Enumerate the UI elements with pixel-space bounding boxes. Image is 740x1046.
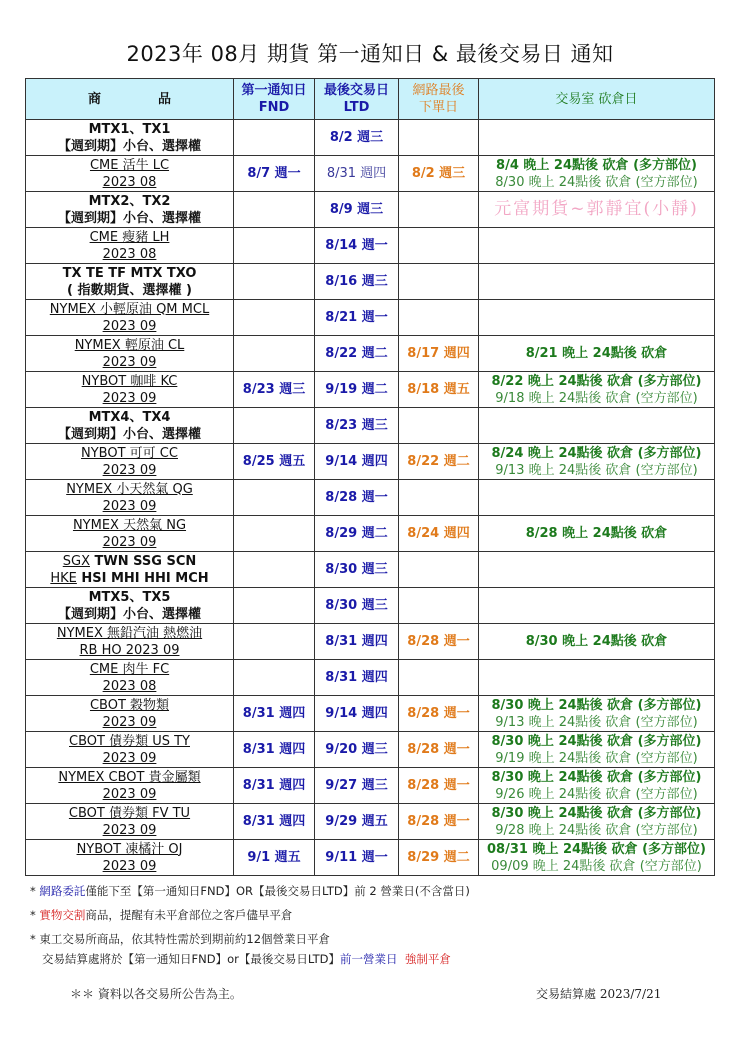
- product-name: NYMEX CBOT 貴金屬類: [58, 769, 201, 785]
- cell-fnd: 8/23 週三: [234, 372, 315, 408]
- cell-close-out: [479, 444, 715, 480]
- table-row: [26, 228, 715, 264]
- cell-close-out: [479, 624, 715, 660]
- product-detail: 2023 09: [102, 354, 157, 370]
- product-detail: 【週到期】小台、選擇權: [57, 138, 201, 154]
- note-physical-delivery-highlight: 實物交割: [39, 908, 86, 922]
- product-detail: 2023 09: [102, 390, 157, 406]
- product-detail: 2023 08: [102, 678, 157, 694]
- product-detail: 2023 09: [102, 822, 157, 838]
- note-tocom: * 東工交易所商品，依其特性需於到期前約12個營業日平倉: [30, 932, 331, 946]
- table-row: [26, 732, 715, 768]
- note-web-order-text: 僅能下至【第一通知日FND】OR【最後交易日LTD】前 2 營業日(不含當日): [85, 884, 470, 898]
- cell-fnd: [234, 516, 315, 552]
- cell-web-last-order: [399, 660, 479, 696]
- cell-ltd: 8/30 週三: [315, 552, 399, 588]
- cell-close-out: [479, 300, 715, 336]
- product-name: NYMEX 小輕原油 QM MCL: [49, 301, 210, 317]
- cell-ltd: 9/29 週五: [315, 804, 399, 840]
- cell-fnd: [234, 588, 315, 624]
- cell-close-out: [479, 660, 715, 696]
- cell-web-last-order: 8/29 週二: [399, 840, 479, 876]
- cell-close-out: [479, 840, 715, 876]
- cell-fnd: 8/25 週五: [234, 444, 315, 480]
- product-detail: 2023 09: [102, 714, 157, 730]
- cell-fnd: 8/31 週四: [234, 768, 315, 804]
- header-ltd: [315, 79, 399, 120]
- cell-web-last-order: 8/28 週一: [399, 696, 479, 732]
- close-out-short: 8/30 晚上 24點後 砍倉 (空方部位): [495, 174, 698, 190]
- cell-ltd: 8/14 週一: [315, 228, 399, 264]
- cell-ltd: 8/16 週三: [315, 264, 399, 300]
- close-out-long: 8/24 晚上 24點後 砍倉 (多方部位): [491, 445, 702, 461]
- cell-fnd: [234, 660, 315, 696]
- product-detail: 2023 09: [102, 786, 157, 802]
- product-detail: 【週到期】小台、選擇權: [57, 606, 201, 622]
- table-row: [26, 768, 715, 804]
- cell-web-last-order: [399, 300, 479, 336]
- product-detail: 2023 09: [102, 858, 157, 874]
- cell-fnd: 8/31 週四: [234, 732, 315, 768]
- cell-web-last-order: 8/28 週一: [399, 732, 479, 768]
- cell-ltd: 9/14 週四: [315, 696, 399, 732]
- header-web-line2: 下單日: [418, 100, 458, 115]
- cell-close-out: [479, 768, 715, 804]
- close-out-long: 8/22 晚上 24點後 砍倉 (多方部位): [491, 373, 702, 389]
- cell-web-last-order: [399, 192, 479, 228]
- close-out-short: 9/13 晚上 24點後 砍倉 (空方部位): [495, 714, 698, 730]
- cell-product: [26, 444, 234, 480]
- product-name: NYMEX 輕原油 CL: [74, 337, 185, 353]
- cell-ltd: 9/14 週四: [315, 444, 399, 480]
- table-row: [26, 300, 715, 336]
- note-physical-delivery-text: 商品，提醒有未平倉部位之客戶儘早平倉: [85, 908, 293, 922]
- cell-fnd: [234, 408, 315, 444]
- close-out-long: 8/30 晚上 24點後 砍倉 (多方部位): [491, 769, 702, 785]
- product-name: CBOT 債券類 FV TU: [68, 805, 191, 821]
- cell-ltd: 8/9 週三: [315, 192, 399, 228]
- note-forced-close-text: 交易結算處將於【第一通知日FND】or【最後交易日LTD】: [42, 952, 341, 966]
- table-row: [26, 552, 715, 588]
- cell-ltd: 8/22 週二: [315, 336, 399, 372]
- cell-web-last-order: [399, 120, 479, 156]
- header-ltd-line1: 最後交易日: [323, 83, 389, 98]
- cell-product: [26, 336, 234, 372]
- table-row: [26, 696, 715, 732]
- page-title: 2023年 08月 期貨 第一通知日 & 最後交易日 通知: [126, 42, 614, 66]
- note-bullet: *: [30, 884, 40, 898]
- table-row: [26, 408, 715, 444]
- close-out-short: 9/28 晚上 24點後 砍倉 (空方部位): [495, 822, 698, 838]
- table-row: [26, 120, 715, 156]
- product-detail: 2023 09: [102, 462, 157, 478]
- product-detail: ( 指數期貨、選擇權 ): [67, 282, 192, 298]
- cell-close-out: [479, 228, 715, 264]
- table-row: [26, 480, 715, 516]
- close-out-date: 8/28 晚上 24點後 砍倉: [525, 526, 668, 541]
- close-out-short: 09/09 晚上 24點後 砍倉 (空方部位): [491, 858, 702, 874]
- header-product-label: 商 品: [87, 91, 193, 107]
- header-fnd-line2: FND: [258, 100, 290, 115]
- cell-ltd: 9/20 週三: [315, 732, 399, 768]
- product-name: MTX2、TX2: [88, 193, 171, 209]
- product-detail: 2023 09: [102, 498, 157, 514]
- cell-ltd: 9/27 週三: [315, 768, 399, 804]
- cell-ltd: 8/28 週一: [315, 480, 399, 516]
- note-web-order: [30, 881, 470, 905]
- cell-ltd: 8/21 週一: [315, 300, 399, 336]
- cell-product: [26, 660, 234, 696]
- footer-disclaimer: ＊＊ 資料以各交易所公告為主。: [70, 987, 242, 1001]
- cell-web-last-order: 8/2 週三: [399, 156, 479, 192]
- cell-close-out: [479, 264, 715, 300]
- cell-fnd: [234, 552, 315, 588]
- cell-product: [26, 300, 234, 336]
- cell-web-last-order: [399, 228, 479, 264]
- cell-close-out: [479, 408, 715, 444]
- product-detail: 2023 09: [102, 318, 157, 334]
- product-name: CBOT 穀物類: [89, 697, 170, 713]
- product-name: CBOT 債券類 US TY: [69, 733, 190, 749]
- cell-product: [26, 264, 234, 300]
- close-out-date: 8/30 晚上 24點後 砍倉: [525, 634, 668, 649]
- table-header-row: [26, 79, 715, 120]
- note-forced-close-day: 前一營業日: [340, 952, 398, 966]
- close-out-long: 8/30 晚上 24點後 砍倉 (多方部位): [491, 805, 702, 821]
- cell-close-out: [479, 516, 715, 552]
- table-row: [26, 156, 715, 192]
- cell-close-out: [479, 480, 715, 516]
- product-detail: 2023 09: [102, 534, 157, 550]
- cell-web-last-order: 8/28 週一: [399, 624, 479, 660]
- product-detail: 【週到期】小台、選擇權: [57, 426, 201, 442]
- note-forced-close-action: 強制平倉: [404, 952, 451, 966]
- note-forced-close: [30, 949, 470, 969]
- table-row: [26, 336, 715, 372]
- cell-fnd: 9/1 週五: [234, 840, 315, 876]
- close-out-date: 8/21 晚上 24點後 砍倉: [525, 346, 668, 361]
- cell-fnd: [234, 624, 315, 660]
- cell-fnd: [234, 228, 315, 264]
- cell-web-last-order: 8/24 週四: [399, 516, 479, 552]
- close-out-long: 8/4 晚上 24點後 砍倉 (多方部位): [496, 157, 697, 173]
- cell-ltd: 8/31 週四: [315, 156, 399, 192]
- header-product: [26, 79, 234, 120]
- cell-web-last-order: [399, 552, 479, 588]
- cell-product: [26, 732, 234, 768]
- table-row: [26, 840, 715, 876]
- cell-fnd: [234, 120, 315, 156]
- product-codes: HSI MHI HHI MCH: [76, 570, 209, 586]
- close-out-short: 9/26 晚上 24點後 砍倉 (空方部位): [495, 786, 698, 802]
- cell-fnd: [234, 192, 315, 228]
- cell-product: [26, 228, 234, 264]
- header-fnd-line1: 第一通知日: [241, 83, 307, 98]
- cell-product: [26, 804, 234, 840]
- product-name: CME 活牛 LC: [89, 157, 170, 173]
- cell-fnd: [234, 264, 315, 300]
- product-name: MTX1、TX1: [88, 121, 171, 137]
- cell-ltd: 8/31 週四: [315, 660, 399, 696]
- cell-ltd: 8/31 週四: [315, 624, 399, 660]
- cell-ltd: 8/2 週三: [315, 120, 399, 156]
- header-fnd: [234, 79, 315, 120]
- cell-product: [26, 372, 234, 408]
- cell-web-last-order: [399, 588, 479, 624]
- cell-product: [26, 408, 234, 444]
- cell-product: [26, 192, 234, 228]
- table-row: [26, 804, 715, 840]
- close-out-long: 08/31 晚上 24點後 砍倉 (多方部位): [486, 841, 706, 857]
- cell-web-last-order: 8/28 週一: [399, 768, 479, 804]
- product-name: MTX4、TX4: [88, 409, 171, 425]
- cell-fnd: 8/7 週一: [234, 156, 315, 192]
- cell-product: [26, 768, 234, 804]
- product-name: MTX5、TX5: [88, 589, 171, 605]
- product-name: CME 瘦豬 LH: [89, 229, 170, 245]
- cell-fnd: [234, 336, 315, 372]
- product-name: NYBOT 咖啡 KC: [81, 373, 178, 389]
- notes: [30, 881, 470, 969]
- cell-close-out: [479, 156, 715, 192]
- product-detail: RB HO 2023 09: [79, 642, 180, 658]
- table-row: [26, 588, 715, 624]
- note-web-order-highlight: 網路委託: [39, 884, 86, 898]
- note-physical-delivery: [30, 905, 470, 929]
- footer-issuer-date: 交易結算處 2023/7/21: [536, 987, 662, 1001]
- product-codes: TWN SSG SCN: [89, 553, 197, 569]
- cell-close-out: [479, 696, 715, 732]
- product-detail: 2023 08: [102, 174, 157, 190]
- header-room-label: 交易室 砍倉日: [555, 91, 638, 107]
- product-name: NYMEX 小天然氣 QG: [66, 481, 193, 497]
- note-bullet: *: [30, 908, 40, 922]
- exchange-label: SGX: [62, 553, 90, 569]
- close-out-long: 8/30 晚上 24點後 砍倉 (多方部位): [491, 697, 702, 713]
- table-row: [26, 372, 715, 408]
- product-detail: 2023 09: [102, 750, 157, 766]
- product-detail: 【週到期】小台、選擇權: [57, 210, 201, 226]
- cell-close-out: [479, 732, 715, 768]
- close-out-short: 9/13 晚上 24點後 砍倉 (空方部位): [495, 462, 698, 478]
- exchange-label: HKE: [50, 570, 77, 586]
- close-out-short: 9/19 晚上 24點後 砍倉 (空方部位): [495, 750, 698, 766]
- product-detail: 2023 08: [102, 246, 157, 262]
- cell-web-last-order: 8/17 週四: [399, 336, 479, 372]
- cell-close-out: [479, 336, 715, 372]
- table-row: [26, 192, 715, 228]
- cell-close-out: [479, 192, 715, 228]
- table-row: [26, 264, 715, 300]
- cell-product: [26, 696, 234, 732]
- product-name: NYBOT 凍橘汁 OJ: [76, 841, 183, 857]
- cell-close-out: [479, 552, 715, 588]
- cell-fnd: 8/31 週四: [234, 696, 315, 732]
- table-row: [26, 444, 715, 480]
- cell-close-out: [479, 588, 715, 624]
- product-name: TX TE TF MTX TXO: [62, 265, 197, 281]
- table-row: [26, 516, 715, 552]
- close-out-short: 9/18 晚上 24點後 砍倉 (空方部位): [495, 390, 698, 406]
- header-room: [479, 79, 715, 120]
- cell-fnd: [234, 300, 315, 336]
- header-web: [399, 79, 479, 120]
- cell-ltd: 9/19 週二: [315, 372, 399, 408]
- cell-web-last-order: 8/18 週五: [399, 372, 479, 408]
- cell-web-last-order: [399, 408, 479, 444]
- header-web-line1: 網路最後: [412, 83, 465, 98]
- cell-product: [26, 840, 234, 876]
- cell-web-last-order: 8/22 週二: [399, 444, 479, 480]
- product-name: NYMEX 天然氣 NG: [72, 517, 187, 533]
- cell-fnd: 8/31 週四: [234, 804, 315, 840]
- cell-product: [26, 156, 234, 192]
- close-out-long: 8/30 晚上 24點後 砍倉 (多方部位): [491, 733, 702, 749]
- cell-close-out: [479, 804, 715, 840]
- cell-fnd: [234, 480, 315, 516]
- header-ltd-line2: LTD: [343, 100, 370, 115]
- broker-stamp: 元富期貨~郭靜宜(小靜): [494, 198, 699, 219]
- cell-product: [26, 624, 234, 660]
- cell-close-out: [479, 372, 715, 408]
- cell-product: [26, 516, 234, 552]
- schedule-table: [25, 78, 715, 876]
- product-name: NYMEX 無鉛汽油 熱燃油: [56, 625, 203, 641]
- product-name: CME 肉牛 FC: [89, 661, 170, 677]
- table-row: [26, 624, 715, 660]
- cell-ltd: 8/23 週三: [315, 408, 399, 444]
- cell-product: [26, 552, 234, 588]
- cell-product: [26, 588, 234, 624]
- cell-web-last-order: [399, 264, 479, 300]
- cell-ltd: 8/29 週二: [315, 516, 399, 552]
- cell-close-out: [479, 120, 715, 156]
- product-name: NYBOT 可可 CC: [81, 445, 178, 461]
- cell-ltd: 9/11 週一: [315, 840, 399, 876]
- cell-ltd: 8/30 週三: [315, 588, 399, 624]
- table-row: [26, 660, 715, 696]
- cell-product: [26, 480, 234, 516]
- cell-web-last-order: [399, 480, 479, 516]
- cell-web-last-order: 8/28 週一: [399, 804, 479, 840]
- cell-product: [26, 120, 234, 156]
